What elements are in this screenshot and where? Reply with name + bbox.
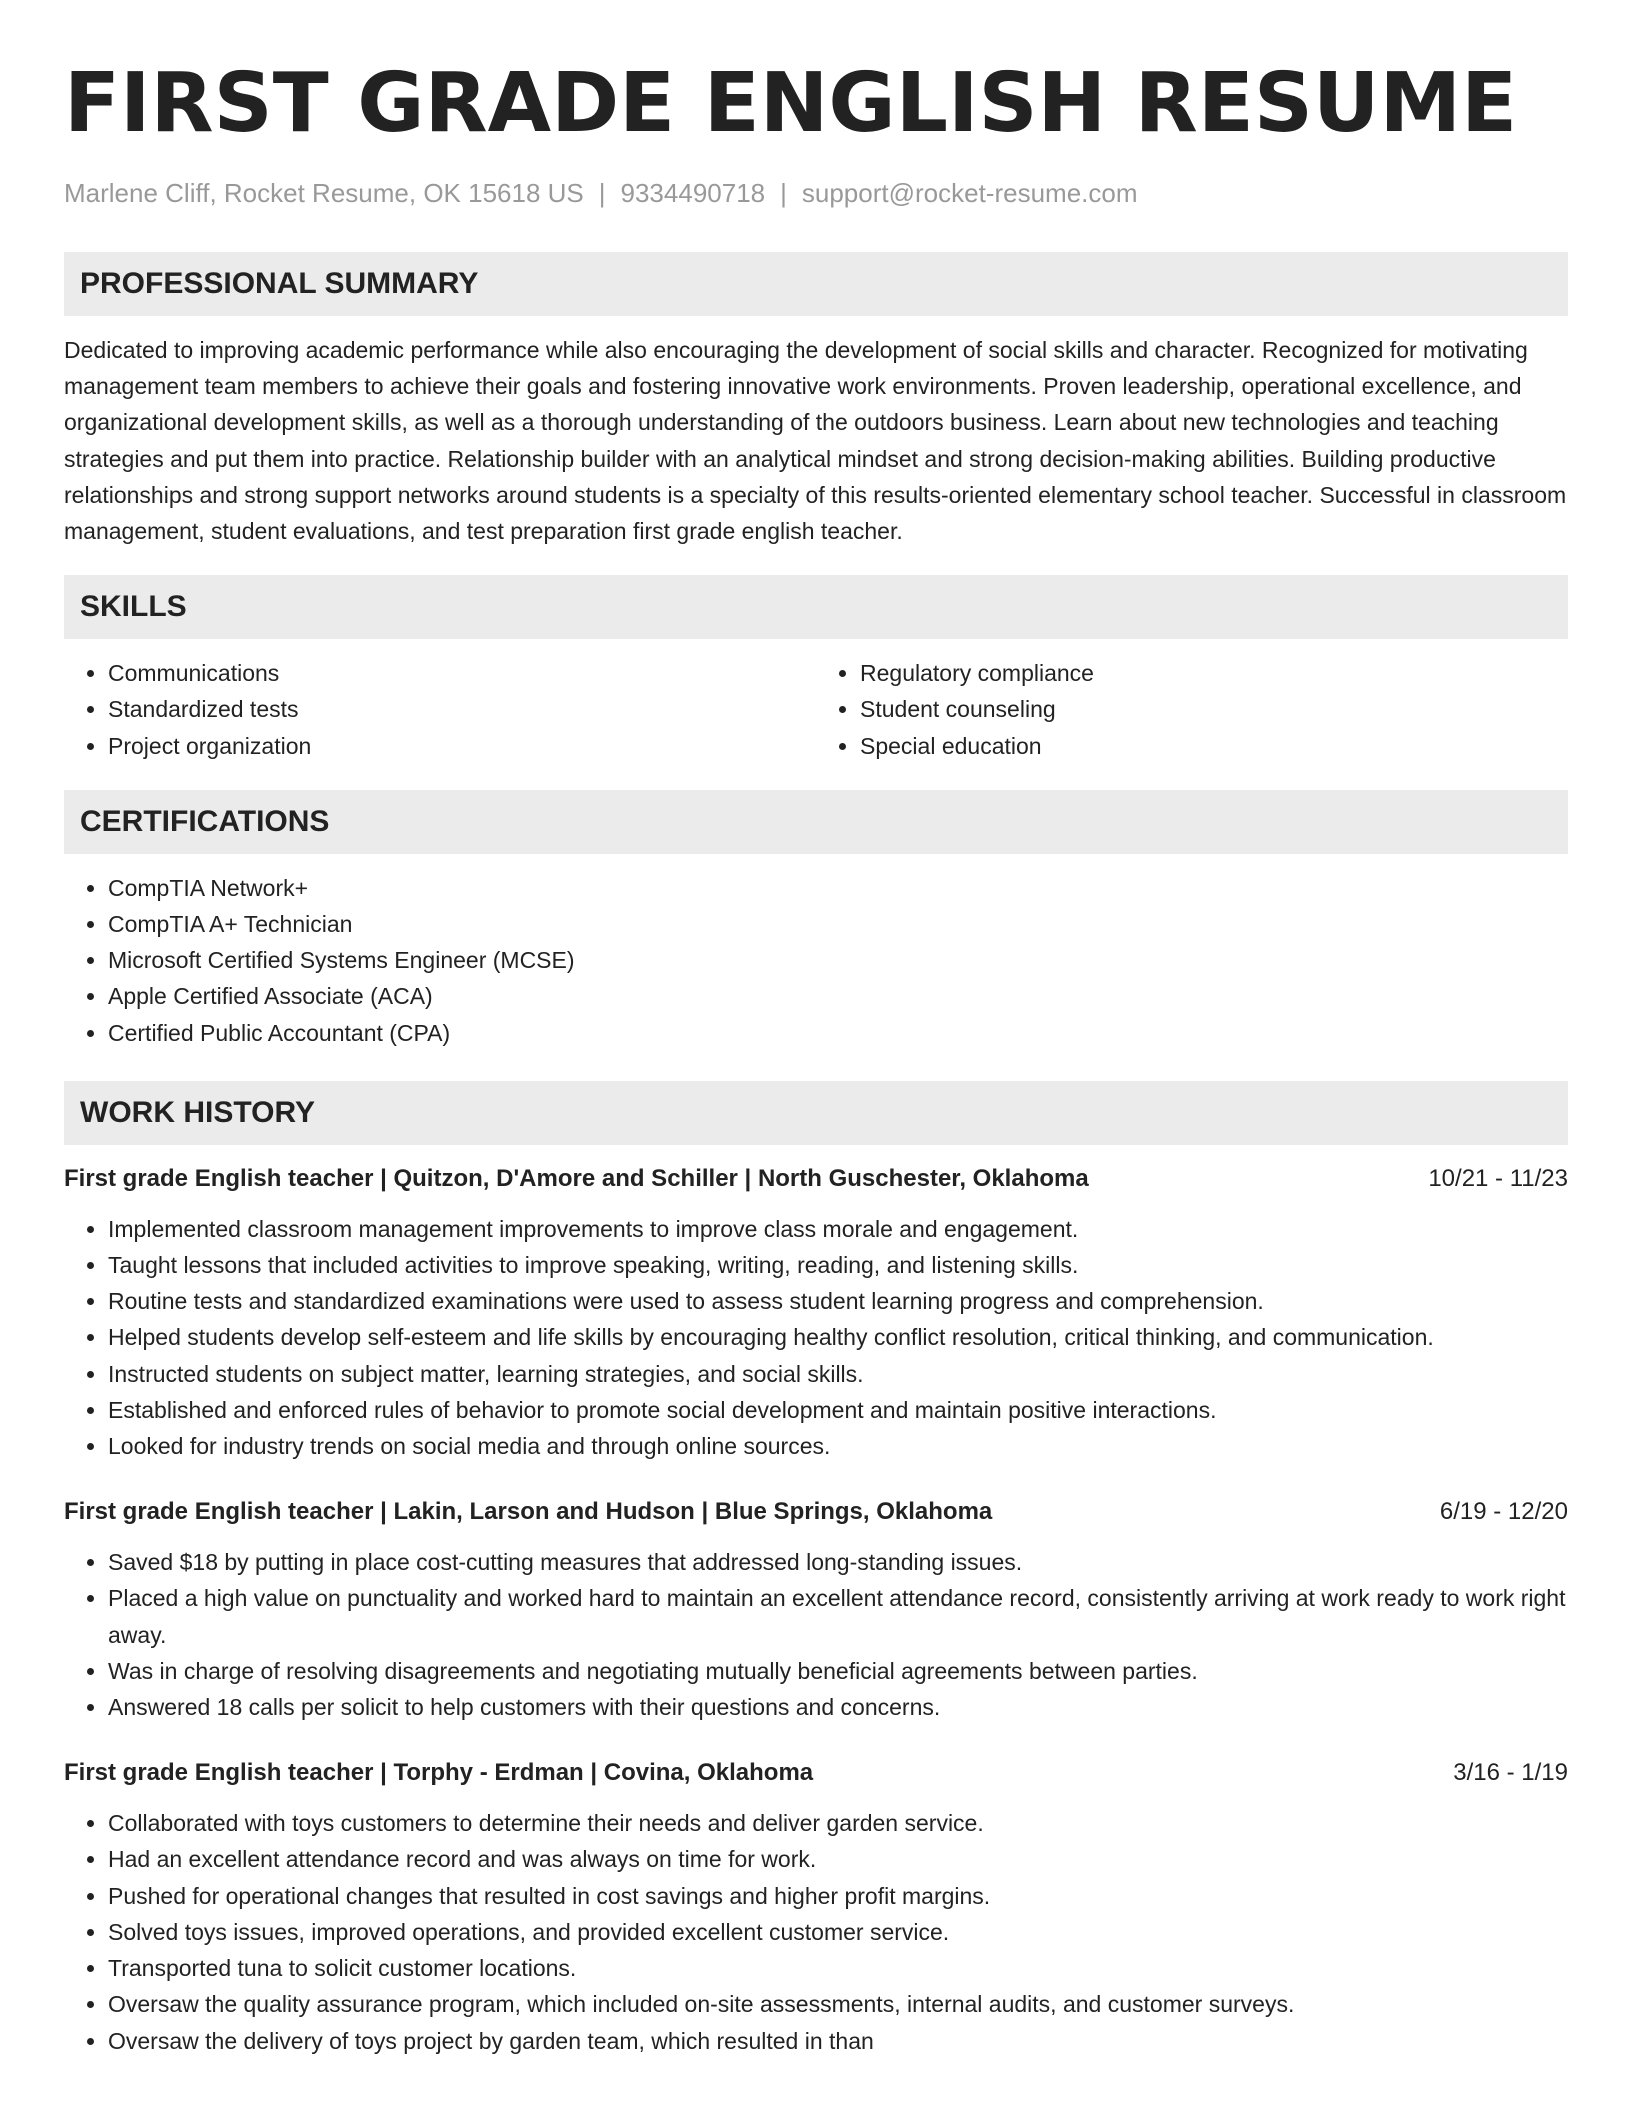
job-header xyxy=(64,1494,1568,1530)
job-duty-item: • Instructed students on subject matter, learning strategies, and social skills. xyxy=(108,1356,1568,1392)
skill-item: • Project organization xyxy=(108,728,816,764)
skill-item: • Special education xyxy=(860,728,1568,764)
skill-item: • Standardized tests xyxy=(108,691,816,727)
job-dates: 3/16 - 1/19 xyxy=(1453,1759,1568,1787)
job-header xyxy=(64,1161,1568,1197)
job-duties xyxy=(64,1211,1568,1464)
job-dates: 6/19 - 12/20 xyxy=(1439,1498,1568,1526)
job-entry xyxy=(64,1755,1568,2058)
contact-phone: 9334490718 xyxy=(620,178,766,208)
certification-item: • CompTIA Network+ xyxy=(108,870,1568,906)
work-history-heading: WORK HISTORY xyxy=(64,1081,1568,1145)
job-dates: 10/21 - 11/23 xyxy=(1428,1164,1568,1192)
contact-separator: | xyxy=(598,178,606,208)
resume-title: FIRST GRADE ENGLISH RESUME xyxy=(64,56,1518,151)
certification-item: • Microsoft Certified Systems Engineer (MCSE) xyxy=(108,942,1568,978)
job-entry xyxy=(64,1494,1568,1725)
job-duty-item: • Helped students develop self-esteem and life skills by encouraging healthy conflict resolution, critical thinking, and communication. xyxy=(108,1319,1568,1355)
job-header xyxy=(64,1755,1568,1791)
job-duty-item: • Placed a high value on punctuality and worked hard to maintain an excellent attendance record, consistently arriving at work ready to work right away. xyxy=(108,1580,1568,1652)
certification-item: • Apple Certified Associate (ACA) xyxy=(108,978,1568,1014)
certification-item: • CompTIA A+ Technician xyxy=(108,906,1568,942)
job-duty-item: • Looked for industry trends on social media and through online sources. xyxy=(108,1428,1568,1464)
job-duty-item: • Solved toys issues, improved operations, and provided excellent customer service. xyxy=(108,1914,1568,1950)
job-duty-item: • Was in charge of resolving disagreements and negotiating mutually beneficial agreements between parties. xyxy=(108,1653,1568,1689)
summary-text: Dedicated to improving academic performance while also encouraging the development of social skills and character. Recognized for motivating management team members to achieve their goals and fostering innovative work environments. Proven leadership, operational excellence, and organizational development skills, as well as a thorough understanding of the outdoors business. Learn about new technologies and teaching strategies and put them into practice. Relationship builder with an analytical mindset and strong decision-making abilities. Building productive relationships and strong support networks around students is a specialty of this results-oriented elementary school teacher. Successful in classroom management, student evaluations, and test preparation first grade english teacher. xyxy=(64,337,1567,545)
job-entry xyxy=(64,1161,1568,1464)
job-title: First grade English teacher | Lakin, Larson and Hudson | Blue Springs, Oklahoma xyxy=(64,1498,993,1526)
skill-item: • Regulatory compliance xyxy=(860,655,1568,691)
job-duty-item: • Oversaw the delivery of toys project by garden team, which resulted in than xyxy=(108,2023,1568,2059)
contact-email: support@rocket-resume.com xyxy=(801,178,1138,208)
skills-column-left xyxy=(64,655,816,764)
contact-separator: | xyxy=(780,178,787,208)
contact-address: Marlene Cliff, Rocket Resume, OK 15618 US xyxy=(64,178,584,208)
job-duty-item: • Routine tests and standardized examinations were used to assess student learning progress and comprehension. xyxy=(108,1283,1568,1319)
skills-list xyxy=(64,655,1568,764)
skill-item: • Communications xyxy=(108,655,816,691)
job-title: First grade English teacher | Quitzon, D'Amore and Schiller | North Guschester, Oklahoma xyxy=(64,1164,1089,1192)
job-duty-item: • Transported tuna to solicit customer locations. xyxy=(108,1950,1568,1986)
certification-item: • Certified Public Accountant (CPA) xyxy=(108,1015,1568,1051)
job-duty-item: • Had an excellent attendance record and was always on time for work. xyxy=(108,1841,1568,1877)
job-duty-item: • Implemented classroom management improvements to improve class morale and engagement. xyxy=(108,1211,1568,1247)
job-duty-item: • Pushed for operational changes that resulted in cost savings and higher profit margins. xyxy=(108,1878,1568,1914)
certifications-list xyxy=(64,870,1568,1051)
job-duties xyxy=(64,1805,1568,2058)
job-duty-item: • Established and enforced rules of behavior to promote social development and maintain positive interactions. xyxy=(108,1392,1568,1428)
job-duty-item: • Answered 18 calls per solicit to help customers with their questions and concerns. xyxy=(108,1689,1568,1725)
job-duties xyxy=(64,1544,1568,1725)
contact-line xyxy=(64,176,1568,210)
skills-heading: SKILLS xyxy=(64,575,1568,639)
certifications-heading: CERTIFICATIONS xyxy=(64,790,1568,854)
job-duty-item: • Collaborated with toys customers to determine their needs and deliver garden service. xyxy=(108,1805,1568,1841)
job-duty-item: • Taught lessons that included activities to improve speaking, writing, reading, and listening skills. xyxy=(108,1247,1568,1283)
job-title: First grade English teacher | Torphy - Erdman | Covina, Oklahoma xyxy=(64,1759,814,1787)
job-duty-item: • Saved $18 by putting in place cost-cutting measures that addressed long-standing issues. xyxy=(108,1544,1568,1580)
summary-heading: PROFESSIONAL SUMMARY xyxy=(64,252,1568,316)
job-duty-item: • Oversaw the quality assurance program, which included on-site assessments, internal audits, and customer surveys. xyxy=(108,1986,1568,2022)
skills-column-right xyxy=(816,655,1568,764)
skill-item: • Student counseling xyxy=(860,691,1568,727)
